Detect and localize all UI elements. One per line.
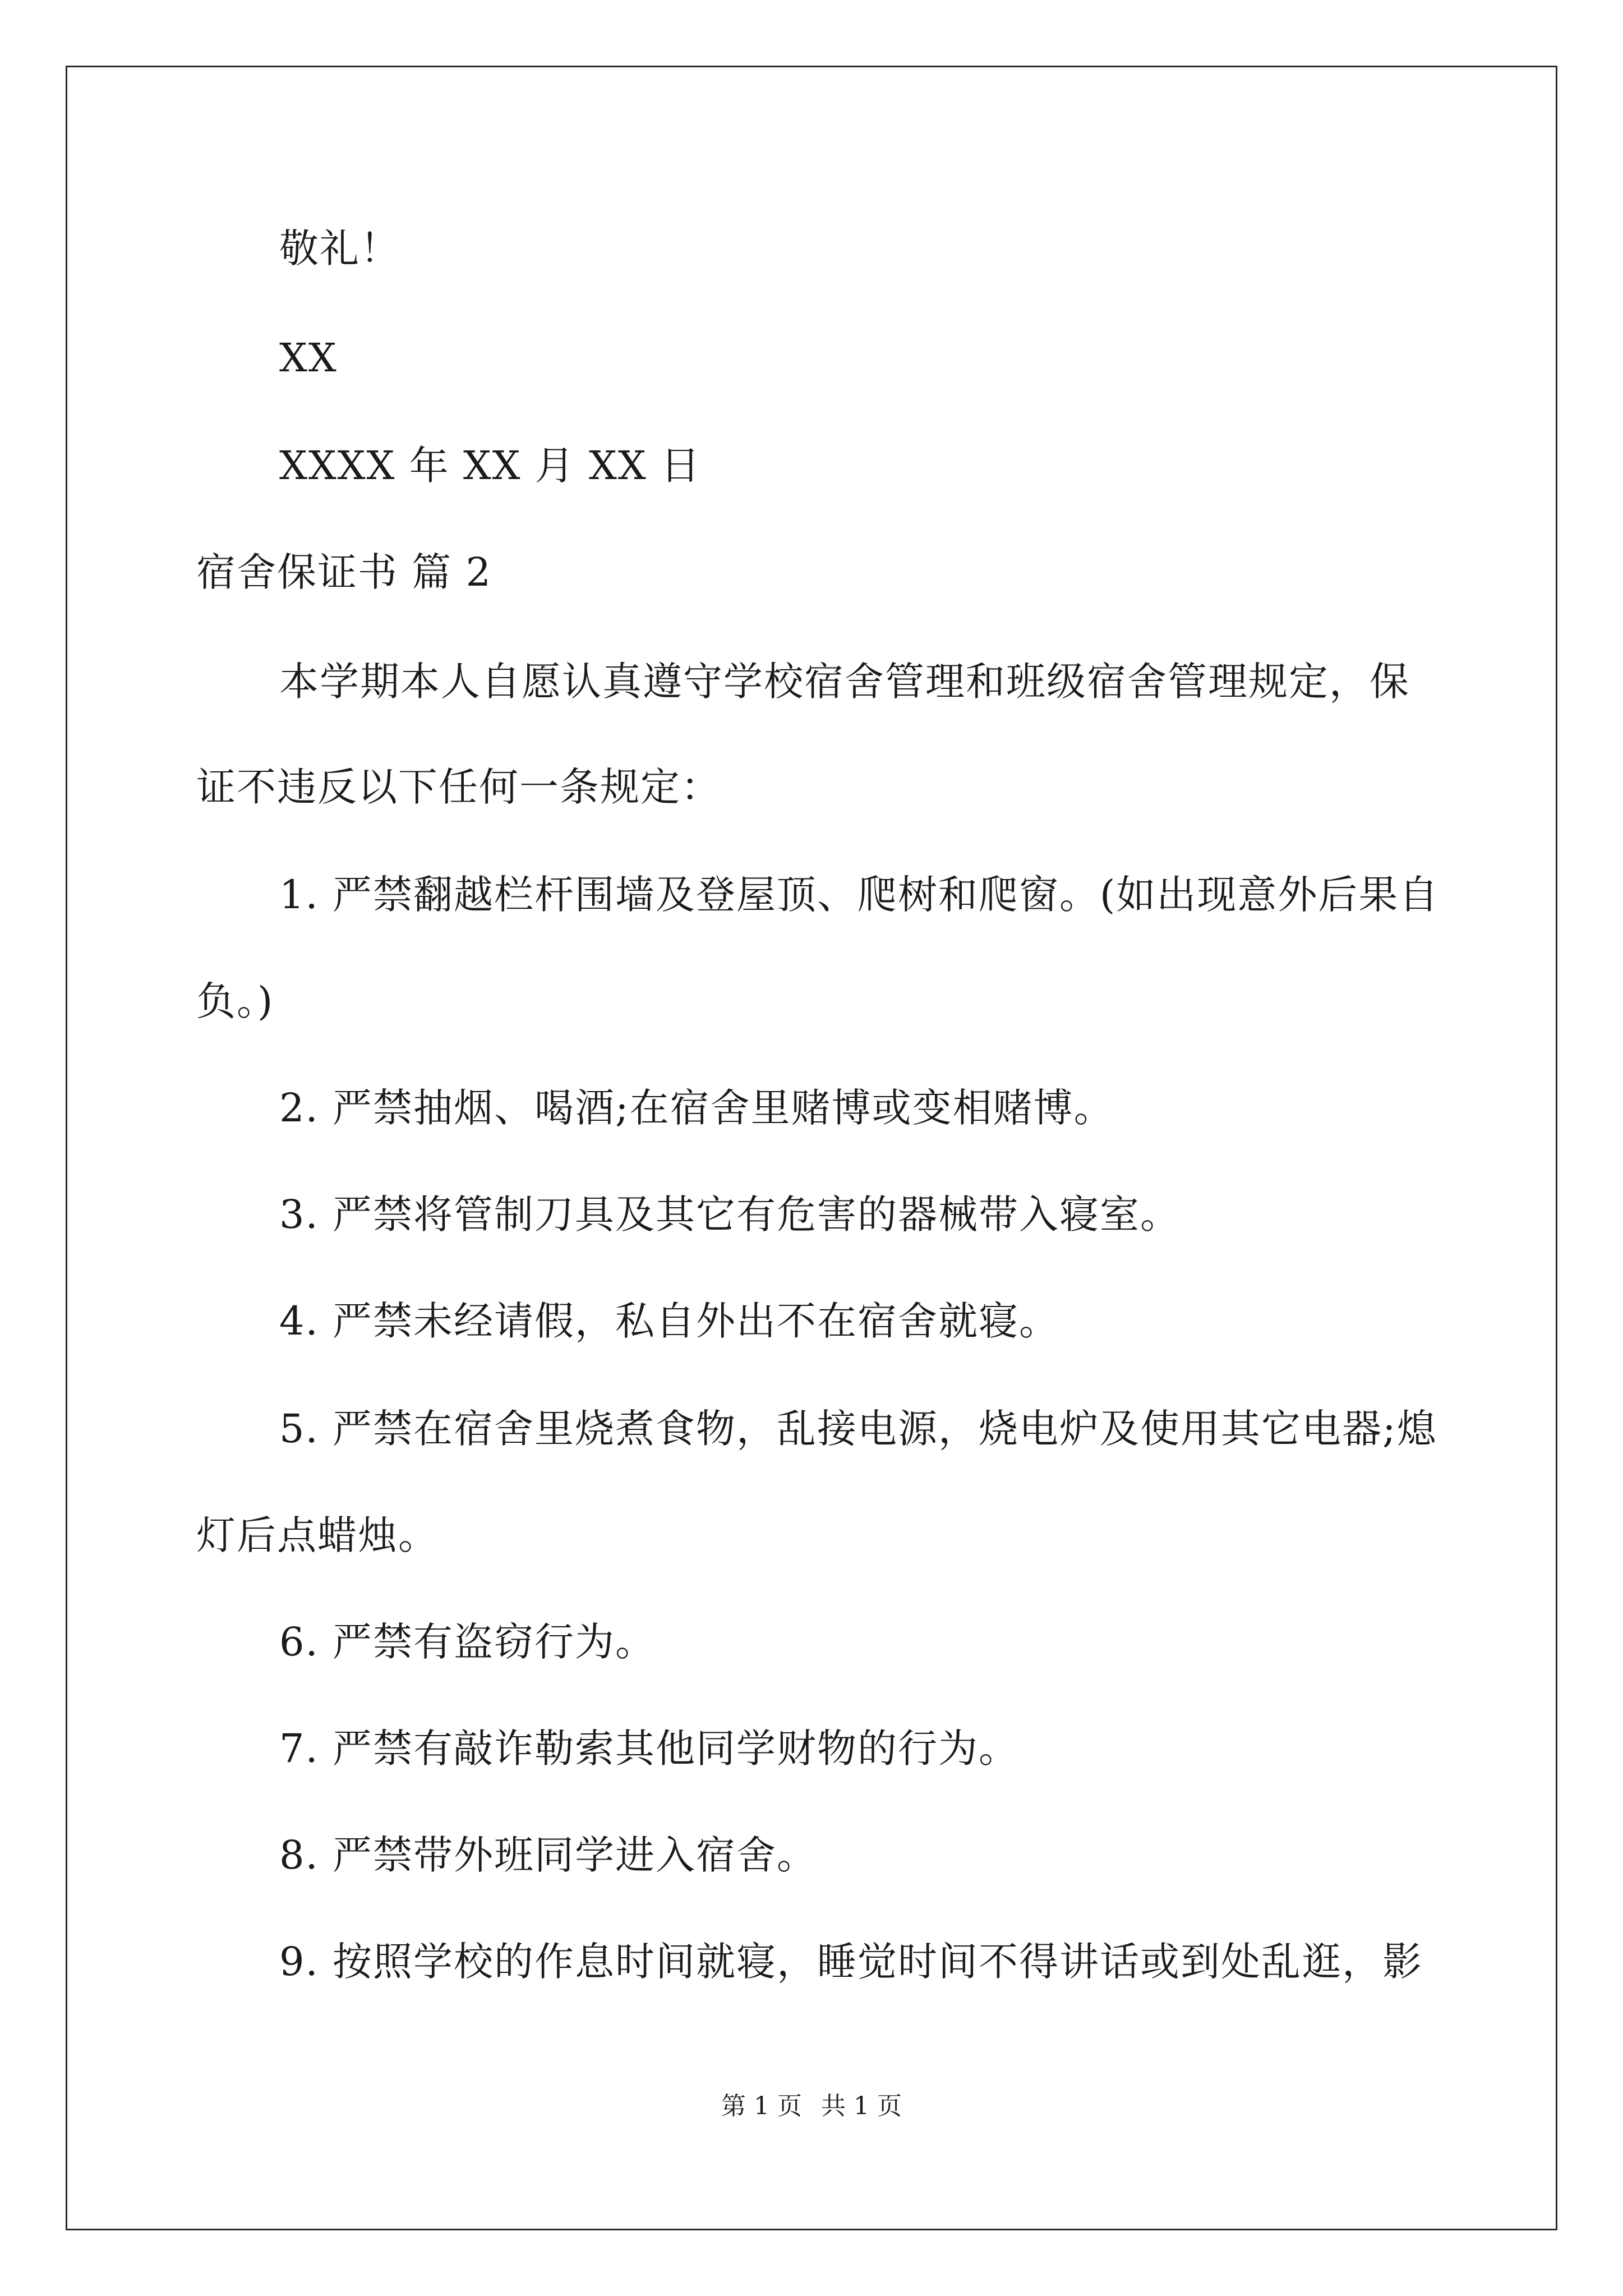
page-number-total: 共 1 页 <box>821 2092 902 2120</box>
section-heading: 宿舍保证书 篇 2 <box>196 549 492 595</box>
rule-9-line-1: 9. 按照学校的作息时间就寝，睡觉时间不得讲话或到处乱逛，影 <box>279 1939 1423 1985</box>
paragraph-intro-line-2: 证不违反以下任何一条规定： <box>196 764 721 810</box>
closing-salutation: 敬礼！ <box>279 226 400 272</box>
rule-4: 4. 严禁未经请假，私自外出不在宿舍就寝。 <box>279 1298 1060 1344</box>
rule-2: 2. 严禁抽烟、喝酒;在宿舍里赌博或变相赌博。 <box>279 1085 1114 1131</box>
rule-5-line-2: 灯后点蜡烛。 <box>196 1512 439 1558</box>
page-footer <box>0 2090 1623 2123</box>
rule-6: 6. 严禁有盗窃行为。 <box>279 1619 656 1665</box>
rule-8: 8. 严禁带外班同学进入宿舍。 <box>279 1832 818 1878</box>
signature-name: XX <box>279 335 338 381</box>
signature-date: XXXX 年 XX 月 XX 日 <box>279 443 701 489</box>
rule-3: 3. 严禁将管制刀具及其它有危害的器械带入寝室。 <box>279 1191 1181 1237</box>
rule-5-line-1: 5. 严禁在宿舍里烧煮食物，乱接电源，烧电炉及使用其它电器;熄 <box>279 1406 1437 1452</box>
rule-1-line-2: 负。) <box>196 978 274 1024</box>
rule-7: 7. 严禁有敲诈勒索其他同学财物的行为。 <box>279 1726 1020 1772</box>
paragraph-intro-line-1: 本学期本人自愿认真遵守学校宿舍管理和班级宿舍管理规定，保 <box>279 659 1410 705</box>
page-border <box>66 66 1557 2230</box>
page-number-current: 第 1 页 <box>721 2092 802 2120</box>
rule-1-line-1: 1. 严禁翻越栏杆围墙及登屋顶、爬树和爬窗。(如出现意外后果自 <box>279 872 1440 918</box>
